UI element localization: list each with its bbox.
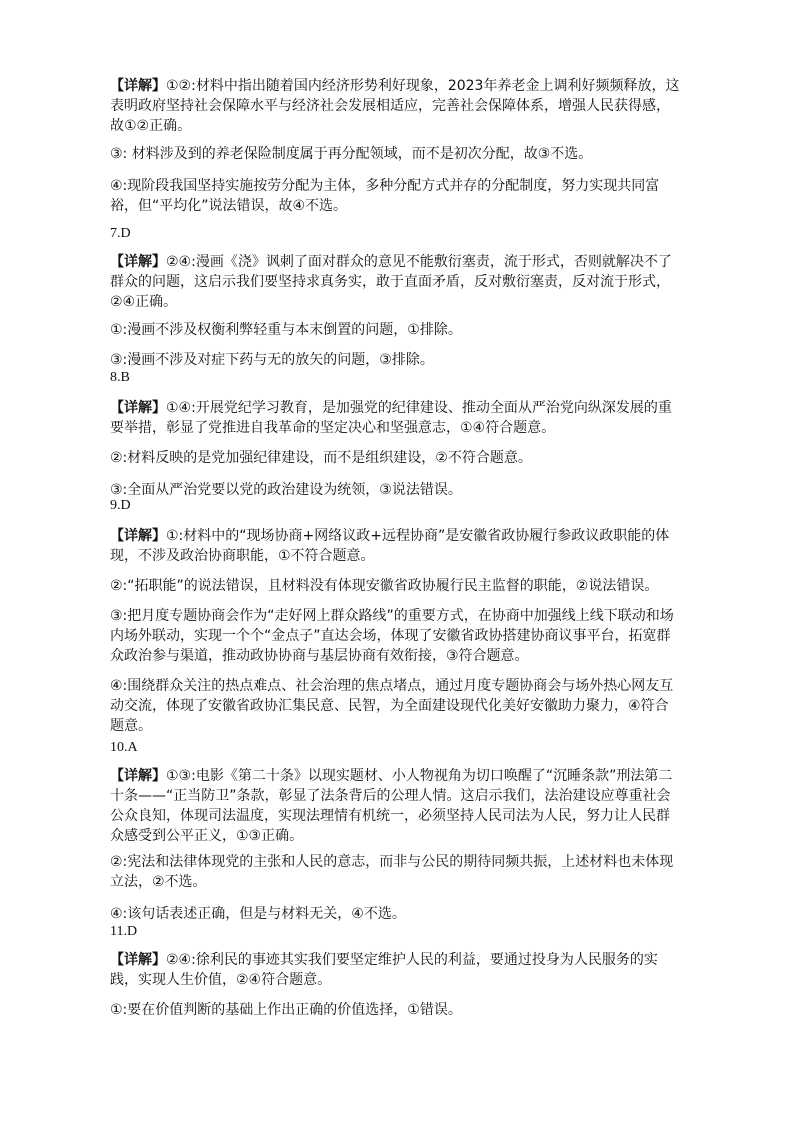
paragraph-text: ①:要在价值判断的基础上作出正确的价值选择，①错误。 [110,1002,462,1018]
paragraph-text: ④:现阶段我国坚持实施按劳分配为主体，多种分配方式并存的分配制度，努力实现共同富裕，但“平均化”说法错误，故④不选。 [110,178,660,214]
paragraph-q9-option3 [110,606,682,666]
explanation-tag: 【详解】 [110,768,166,784]
paragraph-q6-explanation [110,76,682,136]
paragraph-text: ①②:材料中指出随着国内经济形势利好现象，2023年养老金上调利好频频释放，这表明政府坚持社会保障水平与经济社会发展相适应，完善社会保障体系，增强人民获得感，故①②正确。 [110,78,680,134]
explanation-tag: 【详解】 [110,528,166,544]
paragraph-text: ③: 材料涉及到的养老保险制度属于再分配领域，而不是初次分配，故③不选。 [110,146,593,162]
paragraph-text: ③:全面从严治党要以党的政治建设为统领，③说法错误。 [110,482,462,498]
paragraph-text: ③:漫画不涉及对症下药与无的放矢的问题，③排除。 [110,352,434,368]
paragraph-q7-option1 [110,320,682,340]
paragraph-q8-option2 [110,448,682,468]
paragraph-text: ③:把月度专题协商会作为“走好网上群众路线”的重要方式，在协商中加强线上线下联动和场内场外联动，实现一个个“金点子”直达会场，体现了安徽省政协搭建协商议事平台，拓宽群众政治参与渠道，推动政协协商与基层协商有效衔接，③符合题意。 [110,608,674,664]
answer-number-10: 10.A [110,740,138,755]
explanation-tag: 【详解】 [110,78,166,94]
paragraph-text: ①③:电影《第二十条》以现实题材、小人物视角为切口唤醒了“沉睡条款”刑法第二十条——“正当防卫”条款，彰显了法条背后的公理人情。这启示我们，法治建设应尊重社会公众良知，体现司法温度，实现法理情有机统一，必须坚持人民司法为人民，努力让人民群众感受到公平正义，①③正确。 [110,768,673,844]
paragraph-text: ②④:徐利民的事迹其实我们要坚定维护人民的利益，要通过投身为人民服务的实践，实现人生价值，②④符合题意。 [110,952,658,988]
paragraph-q7-explanation [110,252,682,312]
paragraph-text: ②:“拓职能”的说法错误，且材料没有体现安徽省政协履行民主监督的职能，②说法错误。 [110,578,659,594]
paragraph-q6-option3 [110,144,682,164]
paragraph-text: ④:该句话表述正确，但是与材料无关，④不选。 [110,906,406,922]
paragraph-q8-explanation [110,398,682,438]
paragraph-q9-option2 [110,576,682,596]
explanation-tag: 【详解】 [110,952,166,968]
paragraph-q9-option4 [110,676,682,736]
paragraph-q10-option4 [110,904,682,924]
paragraph-q11-explanation [110,950,682,990]
paragraph-text: ②④:漫画《浇》讽刺了面对群众的意见不能敷衍塞责，流于形式，否则就解决不了群众的问题，这启示我们要坚持求真务实，敢于直面矛盾，反对敷衍塞责，反对流于形式，②④正确。 [110,254,672,310]
answer-number-8: 8.B [110,370,130,385]
paragraph-text: ②:材料反映的是党加强纪律建设，而不是组织建设，②不符合题意。 [110,450,532,466]
answer-number-7: 7.D [110,226,131,241]
answer-number-11: 11.D [110,924,138,939]
paragraph-text: ①④:开展党纪学习教育，是加强党的纪律建设、推动全面从严治党向纵深发展的重要举措，彰显了党推进自我革命的坚定决心和坚强意志，①④符合题意。 [110,400,672,436]
explanation-tag: 【详解】 [110,400,166,416]
paragraph-q9-explanation [110,526,682,566]
paragraph-q8-option3 [110,480,682,500]
paragraph-q10-explanation [110,766,682,846]
paragraph-text: ④:围绕群众关注的热点难点、社会治理的焦点堵点，通过月度专题协商会与场外热心网友互动交流，体现了安徽省政协汇集民意、民智，为全面建设现代化美好安徽助力聚力，④符合题意。 [110,678,674,734]
paragraph-text: ②:宪法和法律体现党的主张和人民的意志，而非与公民的期待同频共振，上述材料也未体现立法，②不选。 [110,854,674,890]
paragraph-text: ①:材料中的“现场协商+网络议政+远程协商”是安徽省政协履行参政议政职能的体现，不涉及政治协商职能，①不符合题意。 [110,528,670,564]
explanation-tag: 【详解】 [110,254,166,270]
paragraph-text: ①:漫画不涉及权衡利弊轻重与本末倒置的问题，①排除。 [110,322,462,338]
paragraph-q11-option1 [110,1000,682,1020]
paragraph-q6-option4 [110,176,682,216]
paragraph-q7-option3 [110,350,682,370]
paragraph-q10-option2 [110,852,682,892]
answer-number-9: 9.D [110,498,131,513]
